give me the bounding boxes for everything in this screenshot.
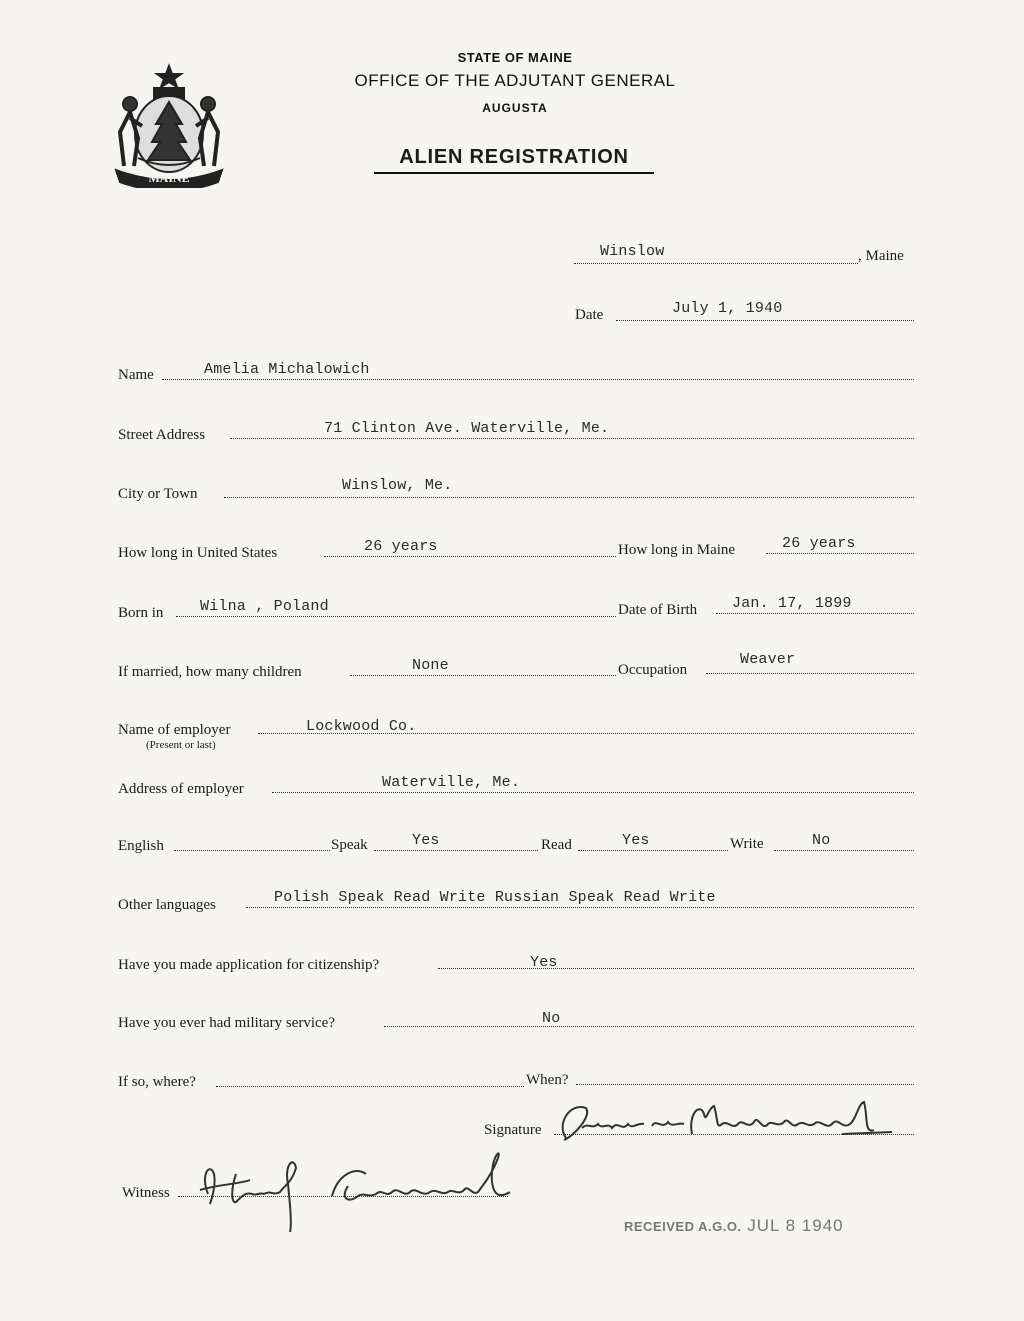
received-stamp [624,1216,844,1236]
city-value: Winslow, Me. [342,477,453,494]
children-label: If married, how many children [118,664,302,680]
born-in-line [176,616,616,617]
date-of-birth-value: Jan. 17, 1899 [732,595,852,612]
born-in-label: Born in [118,605,164,621]
how-long-maine-line [766,553,914,554]
date-line [616,320,914,321]
citizenship-label: Have you made application for citizenship? [118,957,380,973]
english-read-value: Yes [622,832,650,849]
how-long-us-value: 26 years [364,538,438,555]
when-label: When? [526,1072,569,1088]
children-value: None [412,657,449,674]
employer-address-value: Waterville, Me. [382,774,521,791]
other-languages-label: Other languages [118,897,216,913]
when-line [576,1084,914,1085]
how-long-us-label: How long in United States [118,545,278,561]
english-line [174,850,330,851]
military-line [384,1026,914,1027]
header-city: AUGUSTA [482,101,548,115]
date-of-birth-label: Date of Birth [618,602,698,618]
received-stamp-date: JUL 8 1940 [747,1216,844,1235]
signature-handwriting [552,1094,922,1154]
write-label: Write [730,836,764,852]
town-line [574,263,858,264]
occupation-line [706,673,914,674]
where-label: If so, where? [118,1074,196,1090]
occupation-value: Weaver [740,651,796,668]
speak-line [374,850,538,851]
citizenship-line [438,968,914,969]
street-address-line [230,438,914,439]
write-line [774,850,914,851]
where-line [216,1086,524,1087]
seal-banner-text: MAINE [148,171,190,185]
name-label: Name [118,367,154,383]
employer-address-line [272,792,914,793]
maine-suffix-label: , Maine [858,248,904,264]
received-stamp-text: RECEIVED A.G.O. [624,1219,742,1234]
town-value: Winslow [600,243,665,260]
employer-address-label: Address of employer [118,781,244,797]
speak-label: Speak [331,837,368,853]
form-title: ALIEN REGISTRATION [374,146,654,174]
military-label: Have you ever had military service? [118,1015,335,1031]
employer-note-label: (Present or last) [146,739,216,751]
name-line [162,379,914,380]
other-languages-line [246,907,914,908]
date-of-birth-line [716,613,914,614]
occupation-label: Occupation [618,662,688,678]
city-label: City or Town [118,486,198,502]
how-long-maine-label: How long in Maine [618,542,736,558]
date-label: Date [575,307,604,323]
employer-name-value: Lockwood Co. [306,718,417,735]
citizenship-value: Yes [530,954,558,971]
header-office: OFFICE OF THE ADJUTANT GENERAL [354,71,676,90]
signature-label: Signature [484,1122,542,1138]
date-value: July 1, 1940 [672,300,783,317]
read-line [578,850,728,851]
street-address-value: 71 Clinton Ave. Waterville, Me. [324,420,610,437]
witness-signature-handwriting [180,1134,530,1238]
english-write-value: No [812,832,831,849]
employer-name-label: Name of employer [118,722,231,738]
how-long-maine-value: 26 years [782,535,856,552]
city-line [224,497,914,498]
military-value: No [542,1010,561,1027]
other-languages-value: Polish Speak Read Write Russian Speak Read Write [274,889,716,906]
maine-state-seal [108,62,230,188]
children-line [350,675,616,676]
english-label: English [118,838,164,854]
how-long-us-line [324,556,616,557]
born-in-value: Wilna , Poland [200,598,329,615]
street-address-label: Street Address [118,427,206,443]
english-speak-value: Yes [412,832,440,849]
witness-label: Witness [122,1185,170,1201]
name-value: Amelia Michalowich [204,361,370,378]
read-label: Read [541,837,572,853]
header-state: STATE OF MAINE [457,50,573,65]
